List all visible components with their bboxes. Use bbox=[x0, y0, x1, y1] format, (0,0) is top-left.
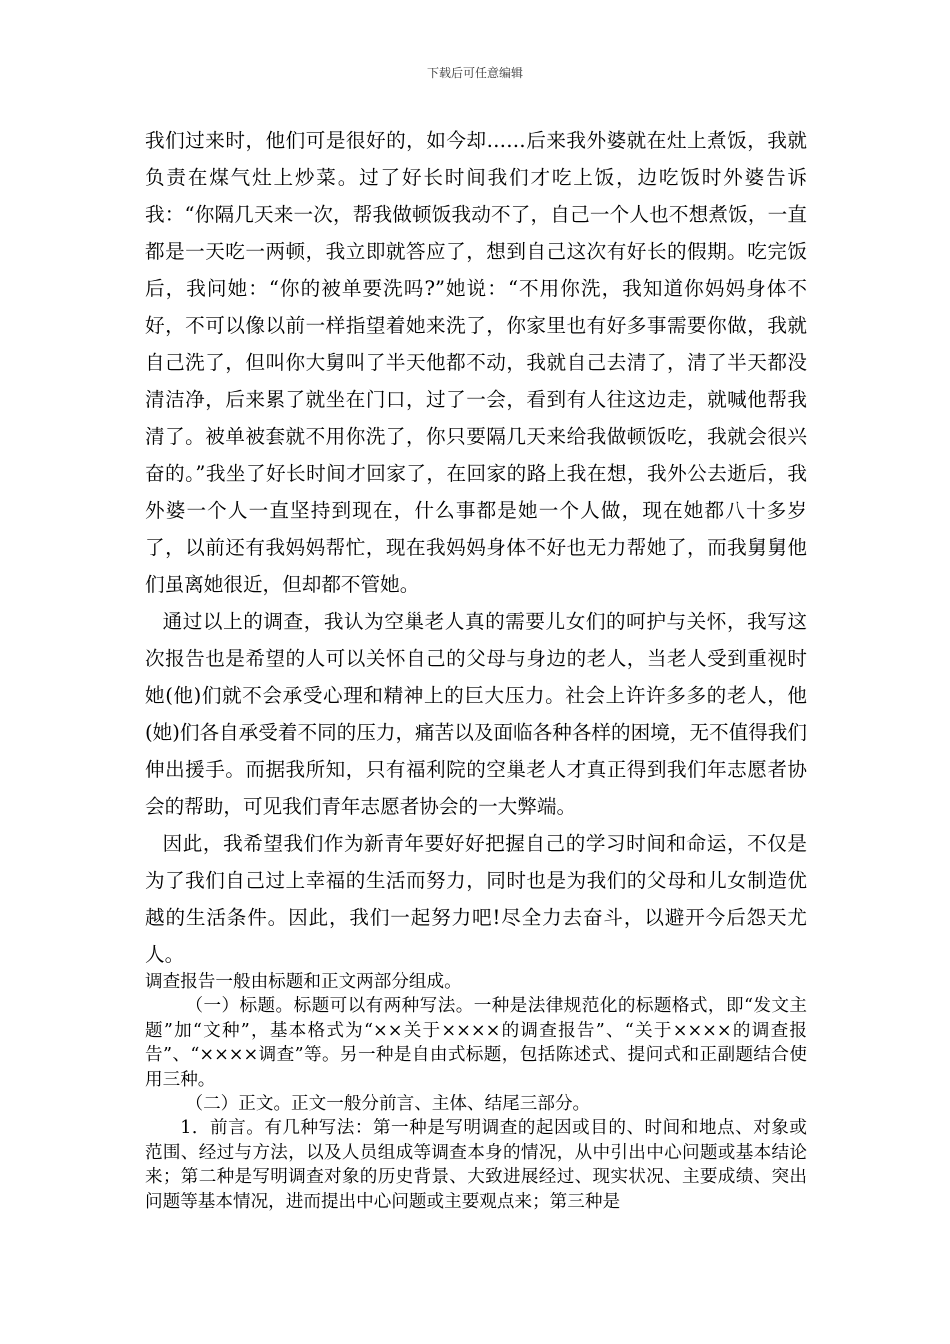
guide-intro: 调查报告一般由标题和正文两部分组成。 bbox=[145, 972, 462, 992]
guide-preface-section: 1．前言。有几种写法：第一种是写明调查的起因或目的、时间和地点、对象或范围、经过与方法，以及人员组成等调查本身的情况，从中引出中心问题或基本结论来；第二种是写明调查对象的历史背景、大致进展经过、现实状况、主要成绩、突出问题等基本情况，进而提出中心问题或主要观点来；第三种是 bbox=[145, 1118, 807, 1212]
report-body bbox=[145, 122, 807, 973]
report-guide bbox=[145, 970, 807, 1214]
paragraph-appeal: 因此，我希望我们作为新青年要好好把握自己的学习时间和命运，不仅是为了我们自己过上幸福的生活而努力，同时也是为我们的父母和儿女制造优越的生活条件。因此，我们一起努力吧!尽全力去奋斗，以避开今后怨天尤人。 bbox=[145, 832, 807, 966]
guide-title-section: （一）标题。标题可以有两种写法。一种是法律规范化的标题格式，即“发文主题”加“文种”，基本格式为“××关于××××的调查报告”、“关于××××的调查报告”、“××××调查”等。另一种是自由式标题，包括陈述式、提问式和正副题结合使用三种。 bbox=[145, 996, 807, 1090]
paragraph-conclusion: 通过以上的调查，我认为空巢老人真的需要儿女们的呵护与关怀，我写这次报告也是希望的人可以关怀自己的父母与身边的老人，当老人受到重视时她(他)们就不会承受心理和精神上的巨大压力。社会上许许多多的老人，他(她)们各自承受着不同的压力，痛苦以及面临各种各样的困境，无不值得我们伸出援手。而据我所知，只有福利院的空巢老人才真正得到我们年志愿者协会的帮助，可见我们青年志愿者协会的一大弊端。 bbox=[145, 610, 807, 818]
paragraph-story: 我们过来时，他们可是很好的，如今却……后来我外婆就在灶上煮饭，我就负责在煤气灶上炒菜。过了好长时间我们才吃上饭，边吃饭时外婆告诉我：“你隔几天来一次，帮我做顿饭我动不了，自己一个人也不想煮饭，一直都是一天吃一两顿，我立即就答应了，想到自己这次有好长的假期。吃完饭后，我问她：“你的被单要洗吗?”她说：“不用你洗，我知道你妈妈身体不好，不可以像以前一样指望着她来洗了，你家里也有好多事需要你做，我就自己洗了，但叫你大舅叫了半天他都不动，我就自己去清了，清了半天都没清洁净，后来累了就坐在门口，过了一会，看到有人往这边走，就喊他帮我清了。被单被套就不用你洗了，你只要隔几天来给我做顿饭吃，我就会很兴奋的。”我坐了好长时间才回家了，在回家的路上我在想，我外公去逝后，我外婆一个人一直坚持到现在，什么事都是她一个人做，现在她都八十多岁了，以前还有我妈妈帮忙，现在我妈妈身体不好也无力帮她了，而我舅舅他们虽离她很近，但却都不管她。 bbox=[145, 129, 807, 596]
page-header: 下载后可任意编辑 bbox=[426, 66, 523, 80]
guide-body-section: （二）正文。正文一般分前言、主体、结尾三部分。 bbox=[185, 1094, 591, 1115]
